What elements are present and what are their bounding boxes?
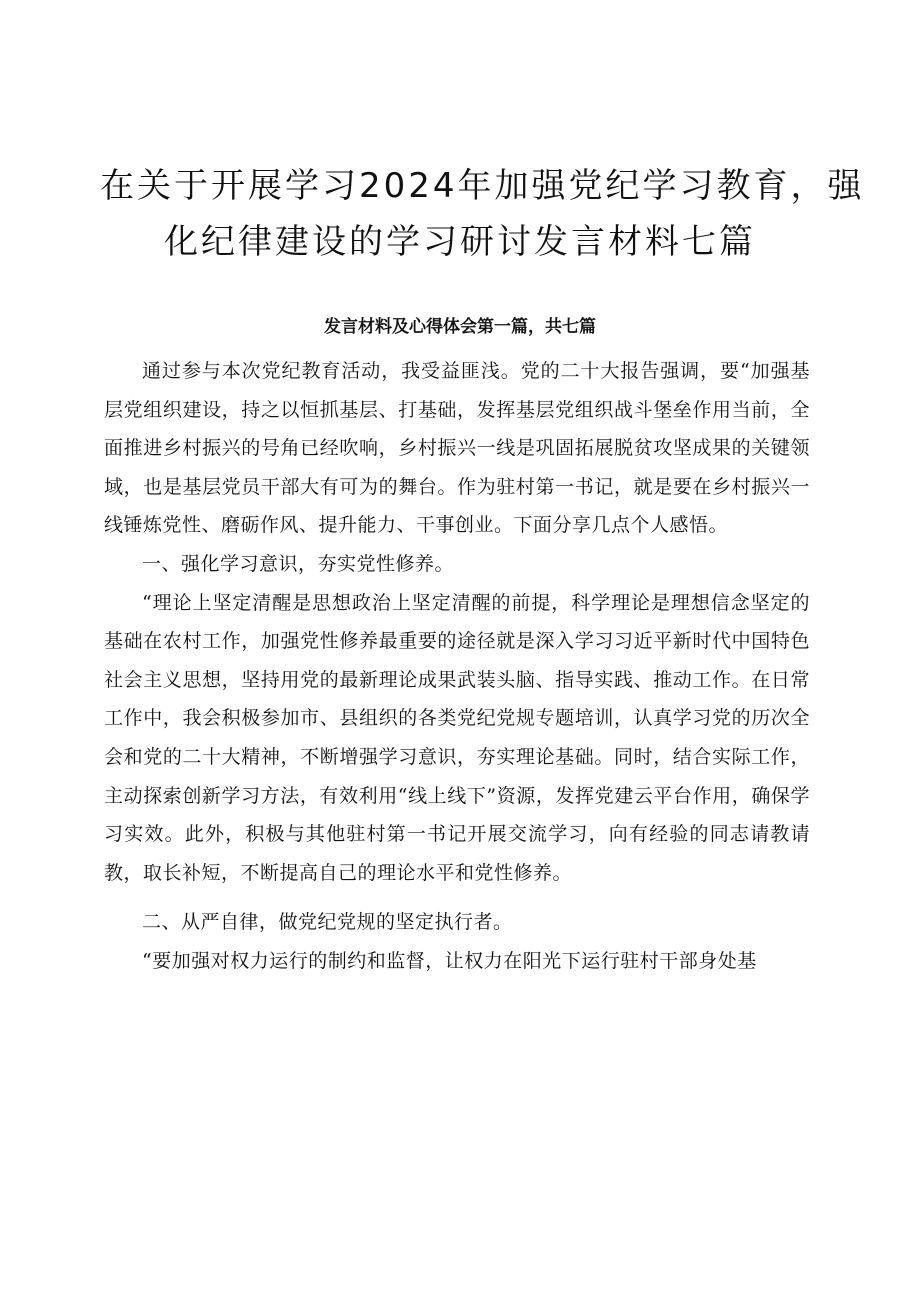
paragraph-study: “理论上坚定清醒是思想政治上坚定清醒的前提，科学理论是理想信念坚定的基础在农村工作，加强党性修养最重要的途径就是深入学习习近平新时代中国特色社会主义思想，坚持用党的最新理论成果武装头脑、指导实践、推动工作。在日常工作中，我会积极参加市、县组织的各类党纪党规专题培训，认真学习党的历次全会和党的二十大精神，不断增强学习意识，夯实理论基础。同时，结合实际工作，主动探索创新学习方法，有效利用“线上线下”资源，发挥党建云平台作用，确保学习实效。此外，积极与其他驻村第一书记开展交流学习，向有经验的同志请教请教，取长补短，不断提高自己的理论水平和党性修养。 bbox=[104, 591, 810, 884]
paragraph-spacer bbox=[104, 892, 810, 903]
section-heading: 发言材料及心得体会第一篇，共七篇 bbox=[324, 317, 596, 337]
document-title-line-1: 在关于开展学习2024年加强党纪学习教育，强 bbox=[100, 166, 865, 206]
body-text bbox=[104, 352, 810, 981]
paragraph-intro: 通过参与本次党纪教育活动，我受益匪浅。党的二十大报告强调，要“加强基层党组织建设，持之以恒抓基层、打基础，发挥基层党组织战斗堡垒作用当前，全面推进乡村振兴的号角已经吹响，乡村振兴一线是巩固拓展脱贫攻坚成果的关键领域，也是基层党员干部大有可为的舞台。作为驻村第一书记，就是要在乡村振兴一线锤炼党性、磨砺作风、提升能力、干事创业。下面分享几点个人感悟。 bbox=[104, 360, 810, 537]
document-title-line-2: 化纪律建设的学习研讨发言材料七篇 bbox=[164, 222, 756, 262]
subheading-two: 二、从严自律，做党纪党规的坚定执行者。 bbox=[142, 911, 513, 934]
document-title bbox=[100, 158, 865, 270]
paragraph-discipline: “要加强对权力运行的制约和监督，让权力在阳光下运行驻村干部身处基 bbox=[142, 949, 757, 972]
subheading-one: 一、强化学习意识，夯实党性修养。 bbox=[142, 552, 455, 575]
